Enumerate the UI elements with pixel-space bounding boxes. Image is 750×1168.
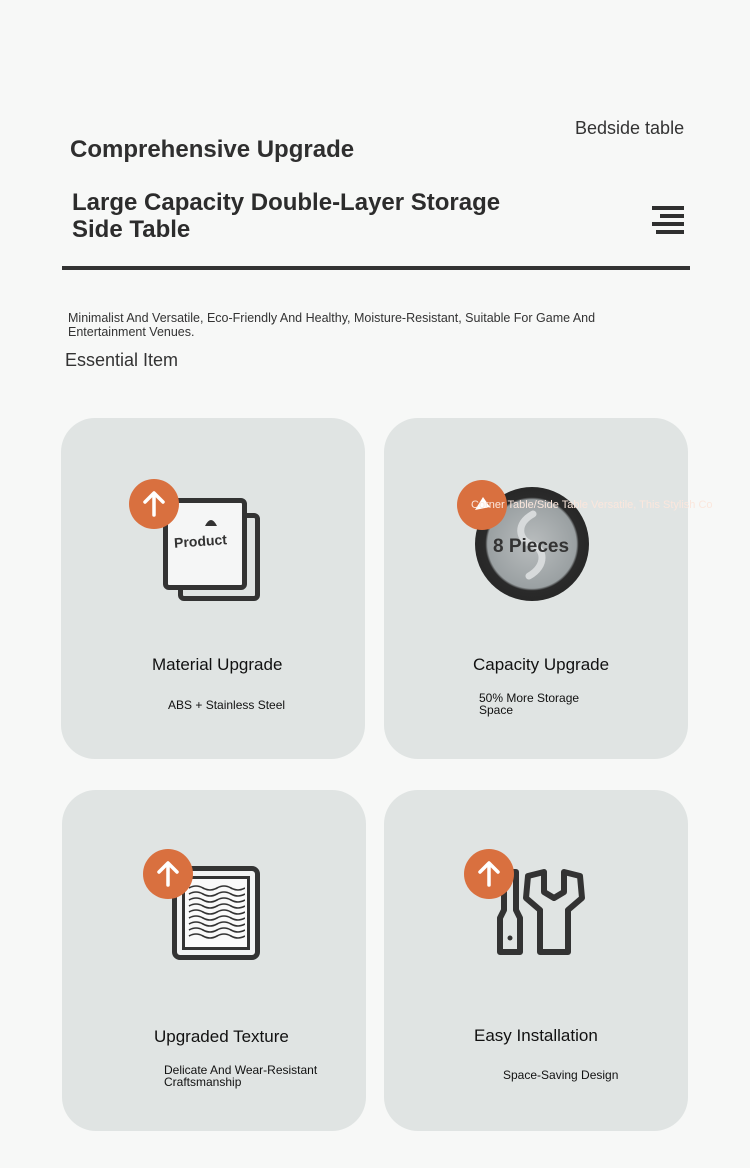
capacity-image-label: 8 Pieces xyxy=(493,536,570,557)
upgrade-arrow-icon xyxy=(143,849,193,899)
page-title: Large Capacity Double-Layer Storage Side Table xyxy=(72,189,501,243)
card-title: Upgraded Texture xyxy=(154,1027,289,1046)
card-title: Easy Installation xyxy=(474,1026,598,1045)
card-subtitle: Delicate And Wear-Resistant Craftsmanship xyxy=(164,1063,318,1089)
card-title: Capacity Upgrade xyxy=(473,655,610,674)
category-label: Bedside table xyxy=(575,118,685,138)
card-subtitle: ABS + Stainless Steel xyxy=(168,698,286,712)
card-subtitle: Space-Saving Design xyxy=(503,1068,619,1082)
menu-icon[interactable] xyxy=(652,206,684,234)
essential-label: Essential Item xyxy=(65,350,179,370)
product-image-label: Product xyxy=(173,531,228,551)
card-subtitle: 50% More Storage Space xyxy=(479,691,580,717)
card-title: Material Upgrade xyxy=(152,655,283,674)
wave-lines xyxy=(187,884,245,944)
overlay-caption: Corner Table/Side Table Versatile, This Stylish Co xyxy=(471,499,713,511)
eyebrow-heading: Comprehensive Upgrade xyxy=(70,136,355,163)
header-divider xyxy=(62,266,690,270)
product-description: Minimalist And Versatile, Eco-Friendly And Healthy, Moisture-Resistant, Suitable For Game And Entertainment Venues. xyxy=(68,311,596,339)
cup-icon xyxy=(203,514,219,528)
upgrade-arrow-icon xyxy=(464,849,514,899)
upgrade-arrow-icon xyxy=(129,479,179,529)
